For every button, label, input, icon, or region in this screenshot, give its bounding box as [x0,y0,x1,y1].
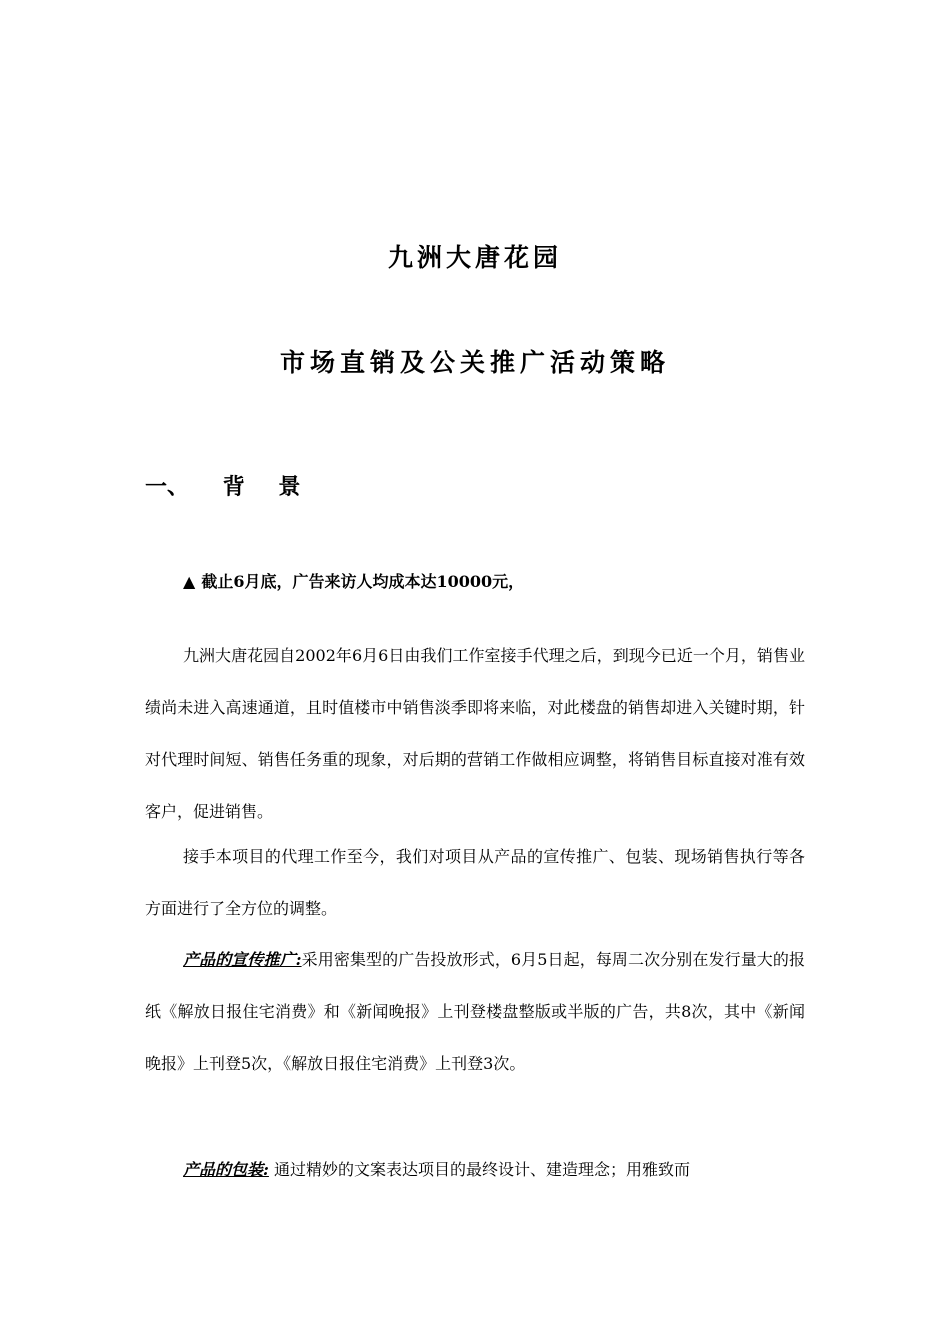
section-heading-background [145,470,300,501]
paragraph-intro: 九洲大唐花园自2002年6月6日由我们工作室接手代理之后，到现今已近一个月，销售业绩尚未进入高速通道，且时值楼市中销售淡季即将来临，对此楼盘的销售却进入关键时期，针对代理时间短、销售任务重的现象，对后期的营销工作做相应调整，将销售目标直接对准有效客户，促进销售。 [145,646,805,821]
paragraph-adjustments: 接手本项目的代理工作至今，我们对项目从产品的宣传推广、包装、现场销售执行等各方面进行了全方位的调整。 [145,847,805,918]
promotion-lead: 产品的宣传推广: [183,950,302,969]
highlight-text: 截止6月底，广告来访人均成本达10000元， [201,572,525,591]
section-heading-char-1: 背 [222,474,245,500]
document-title: 九洲大唐花园 [387,243,562,272]
highlight-statement [183,569,524,592]
promotion-body: 采用密集型的广告投放形式，6月5日起，每周二次分别在发行量大的报纸《解放日报住宅消费》和《新闻晚报》上刊登楼盘整版或半版的广告，共8次，其中《新闻晚报》上刊登5次，《解放日报住宅消费》上刊登3次。 [145,950,805,1073]
packaging-body: 通过精妙的文案表达项目的最终设计、建造理念；用雅致而 [274,1160,691,1179]
packaging-lead: 产品的包装: [183,1160,269,1179]
section-number: 一、 [145,474,190,500]
triangle-bullet-icon: ▲ [183,572,196,591]
paragraph-packaging [145,1144,805,1196]
document-subtitle: 市场直销及公关推广活动策略 [279,348,670,377]
paragraph-promotion [145,934,805,1090]
section-heading-char-2: 景 [278,474,301,500]
